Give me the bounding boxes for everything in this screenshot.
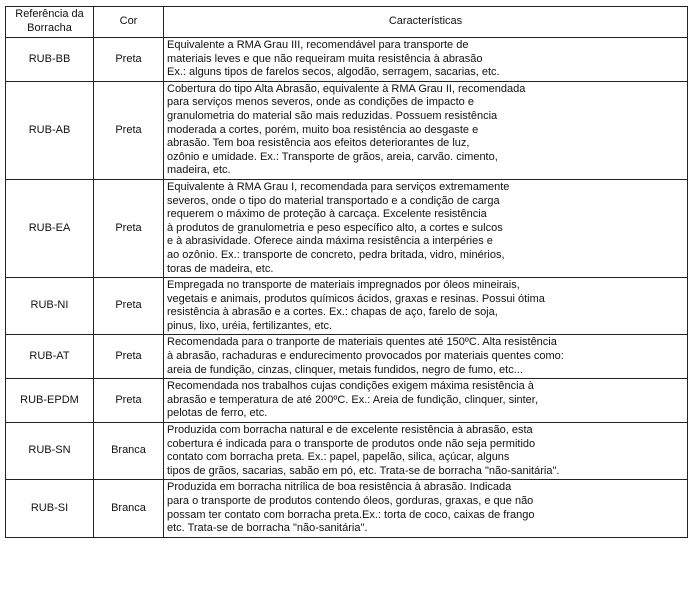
features-line: toras de madeira, etc.	[167, 262, 274, 275]
rubber-code-cell: RUB-SN	[6, 423, 94, 480]
rubber-features-cell	[164, 480, 688, 537]
rubber-color-cell: Preta	[94, 38, 164, 82]
features-line: resistência à abrasão e a cortes. Ex.: chapas de aço, farelo de soja,	[167, 306, 498, 319]
features-line: cobertura é indicada para o transporte de produtos onde não seja permitido	[167, 437, 536, 450]
header-features: Características	[164, 7, 688, 38]
features-line: possam ter contato com borracha preta.Ex.: torta de coco, caixas de frango	[167, 508, 535, 521]
features-line: à abrasão, rachaduras e endurecimento provocados por materiais quentes como:	[167, 350, 564, 363]
features-line: vegetais e animais, produtos químicos ácidos, graxas e resinas. Possui ótima	[167, 292, 545, 305]
rubber-color-cell: Preta	[94, 379, 164, 423]
table-row	[6, 278, 688, 335]
rubber-color-cell: Branca	[94, 423, 164, 480]
table-row	[6, 179, 688, 277]
header-color: Cor	[94, 7, 164, 38]
rubber-features-cell	[164, 423, 688, 480]
rubber-code-cell: RUB-NI	[6, 278, 94, 335]
rubber-code-cell: RUB-EA	[6, 179, 94, 277]
features-line: Equivalente a RMA Grau III, recomendável para transporte de	[167, 39, 469, 51]
header-reference-line1: Referência da	[15, 8, 84, 21]
table-row	[6, 423, 688, 480]
rubber-code-cell: RUB-SI	[6, 480, 94, 537]
features-line: pinus, lixo, uréia, fertilizantes, etc.	[167, 319, 333, 332]
features-line: madeira, etc.	[167, 164, 231, 177]
features-line: requerem o máximo de proteção à carcaça. Excelente resistência	[167, 208, 487, 221]
rubber-color-cell: Preta	[94, 179, 164, 277]
features-line: Recomendada nos trabalhos cujas condições exigem máxima resistência à	[167, 380, 534, 393]
features-line: Recomendada para o tranporte de materiais quentes até 150ºC. Alta resistência	[167, 336, 557, 349]
features-line: para o transporte de produtos contendo óleos, gorduras, graxas, e que não	[167, 495, 534, 507]
features-line: Ex.: alguns tipos de farelos secos, algodão, serragem, sacarias, etc.	[167, 66, 500, 79]
rubber-features-cell	[164, 81, 688, 179]
features-line: areia de fundição, cinzas, clinquer, metais fundidos, negro de fumo, etc...	[167, 363, 523, 376]
rubber-features-cell	[164, 379, 688, 423]
features-line: contato com borracha preta. Ex.: papel, papelão, silica, açúcar, alguns	[167, 451, 510, 464]
rubber-code-cell: RUB-AT	[6, 335, 94, 379]
rubber-color-cell: Preta	[94, 335, 164, 379]
features-line: abrasão. Tem boa resistência aos efeitos deteriorantes de luz,	[167, 137, 470, 150]
rubber-code-cell: RUB-BB	[6, 38, 94, 82]
table-header-row	[6, 7, 688, 38]
rubber-color-cell: Branca	[94, 480, 164, 537]
features-line: tipos de grãos, sacarias, sabão em pó, etc. Trata-se de borracha "não-sanitária".	[167, 464, 560, 477]
features-line: Equivalente à RMA Grau I, recomendada para serviços extremamente	[167, 180, 510, 193]
features-line: materiais leves e que não requeiram muita resistência à abrasão	[167, 52, 483, 65]
features-line: e à abrasividade. Oferece ainda máxima resistência a interpéries e	[167, 235, 493, 248]
table-row	[6, 335, 688, 379]
features-line: para serviços menos severos, onde as condições de impacto e	[167, 96, 474, 109]
features-line: etc. Trata-se de borracha "não-sanitária".	[167, 522, 368, 535]
features-line: à produtos de granulometria e peso específico alto, a cortes e sulcos	[167, 221, 503, 234]
header-reference-line2: Borracha	[27, 22, 72, 34]
rubber-spec-table	[5, 6, 688, 538]
features-line: abrasão e temperatura de até 200ºC. Ex.: Areia de fundição, clinquer, sinter,	[167, 393, 538, 406]
rubber-code-cell: RUB-AB	[6, 81, 94, 179]
features-line: Cobertura do tipo Alta Abrasão, equivalente à RMA Grau II, recomendada	[167, 82, 526, 95]
rubber-features-cell	[164, 335, 688, 379]
header-reference	[6, 7, 94, 38]
rubber-color-cell: Preta	[94, 81, 164, 179]
features-line: severos, onde o tipo do material transportado e a condição de carga	[167, 194, 500, 207]
table-row	[6, 379, 688, 423]
table-row	[6, 38, 688, 82]
rubber-features-cell	[164, 38, 688, 82]
rubber-color-cell: Preta	[94, 278, 164, 335]
features-line: granulometria do material são mais reduzidas. Possuem resistência	[167, 109, 498, 122]
features-line: moderada a cortes, porém, muito boa resistência ao desgaste e	[167, 123, 479, 136]
rubber-features-cell	[164, 179, 688, 277]
features-line: Produzida em borracha nitrílica de boa resistência à abrasão. Indicada	[167, 481, 512, 494]
rubber-features-cell	[164, 278, 688, 335]
features-line: Empregada no transporte de materiais impregnados por óleos mineirais,	[167, 279, 520, 292]
rubber-code-cell: RUB-EPDM	[6, 379, 94, 423]
features-line: ao ozônio. Ex.: transporte de concreto, pedra britada, vidro, minérios,	[167, 248, 505, 261]
features-line: ozônio e umidade. Ex.: Transporte de grãos, areia, carvão. cimento,	[167, 150, 498, 163]
table-row	[6, 81, 688, 179]
features-line: pelotas de ferro, etc.	[167, 407, 268, 420]
table-row	[6, 480, 688, 537]
features-line: Produzida com borracha natural e de excelente resistência à abrasão, esta	[167, 424, 533, 437]
